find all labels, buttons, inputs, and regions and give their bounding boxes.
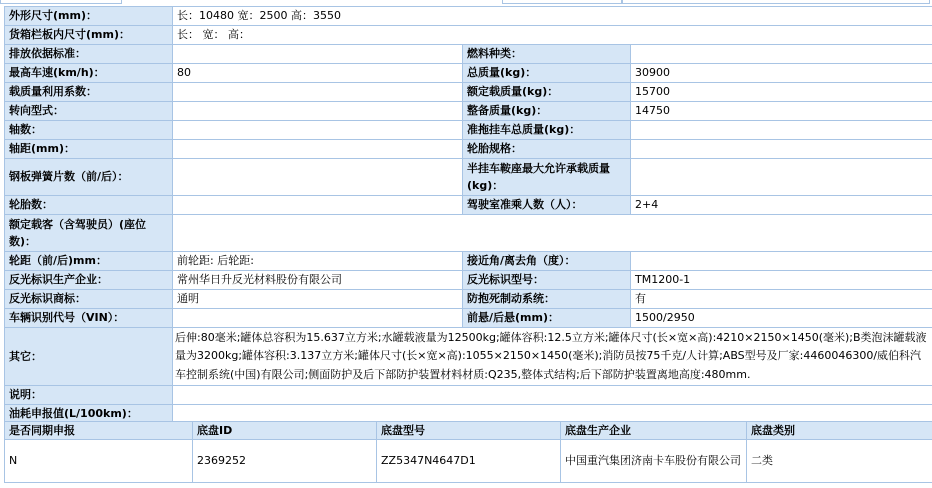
rated-passengers-value <box>173 215 932 252</box>
curb-mass-value: 14750 <box>631 102 932 121</box>
fuel-label: 燃料种类： <box>463 45 631 64</box>
leaf-springs-value <box>173 159 463 196</box>
dims-label: 外形尺寸(mm)： <box>5 7 173 26</box>
top-strip <box>0 0 932 4</box>
table-row <box>5 121 932 140</box>
remark-label: 说明： <box>5 386 173 405</box>
wheelbase-value <box>173 140 463 159</box>
max-speed-label: 最高车速(km/h)： <box>5 64 173 83</box>
rated-passengers-label: 额定载客（含驾驶员）(座位数)： <box>5 215 173 252</box>
load-util-label: 载质量利用系数： <box>5 83 173 102</box>
chassis-header: 底盘ID <box>193 422 377 440</box>
table-header-row <box>5 422 932 440</box>
table-row <box>5 26 932 45</box>
reflector-brand-value: 通明 <box>173 290 463 309</box>
approach-angle-label: 接近角/离去角（度）： <box>463 252 631 271</box>
axles-value <box>173 121 463 140</box>
other-label: 其它： <box>5 328 173 386</box>
tire-spec-value <box>631 140 932 159</box>
track-value: 前轮距: 后轮距: <box>173 252 463 271</box>
load-util-value <box>173 83 463 102</box>
saddle-load-label: 半挂车鞍座最大允许承载质量(kg)： <box>463 159 631 196</box>
trailer-mass-label: 准拖挂车总质量(kg)： <box>463 121 631 140</box>
vin-value <box>173 309 463 328</box>
emission-label: 排放依据标准： <box>5 45 173 64</box>
table-row <box>5 328 932 386</box>
table-row <box>5 290 932 309</box>
table-row <box>5 140 932 159</box>
fuel-value <box>631 45 932 64</box>
reflector-model-label: 反光标识型号： <box>463 271 631 290</box>
chassis-cell: 2369252 <box>193 440 377 483</box>
tab-edge <box>0 0 122 4</box>
table-row <box>5 83 932 102</box>
table-row <box>5 102 932 121</box>
steering-label: 转向型式： <box>5 102 173 121</box>
chassis-cell: 二类 <box>747 440 932 483</box>
tab-edge <box>622 0 930 4</box>
overhang-value: 1500/2950 <box>631 309 932 328</box>
reflector-brand-label: 反光标识商标： <box>5 290 173 309</box>
axles-label: 轴数： <box>5 121 173 140</box>
abs-value: 有 <box>631 290 932 309</box>
saddle-load-value <box>631 159 932 196</box>
chassis-header: 底盘类别 <box>747 422 932 440</box>
emission-value <box>173 45 463 64</box>
table-row <box>5 64 932 83</box>
tire-spec-label: 轮胎规格： <box>463 140 631 159</box>
table-row <box>5 45 932 64</box>
trailer-mass-value <box>631 121 932 140</box>
cargo-dims-value: 长： 宽： 高： <box>173 26 932 45</box>
chassis-table <box>4 421 932 483</box>
table-row <box>5 386 932 405</box>
chassis-header: 是否同期申报 <box>5 422 193 440</box>
gross-mass-label: 总质量(kg)： <box>463 64 631 83</box>
tires-label: 轮胎数： <box>5 196 173 215</box>
table-row <box>5 196 932 215</box>
table-row <box>5 440 932 483</box>
chassis-cell: 中国重汽集团济南卡车股份有限公司 <box>561 440 747 483</box>
table-row <box>5 215 932 252</box>
other-value: 后伸:80毫米;罐体总容积为15.637立方米;水罐载液量为12500kg;罐体容积:12.5立方米;罐体尺寸(长×宽×高):4210×2150×1450(毫米);B类泡沫罐载液量为3200kg;罐体容积:3.137立方米;罐体尺寸(长×宽×高):1055×2150×1450(毫米);消防员按75千克/人计算;ABS型号及厂家:4460046300/威伯科汽车控制系统(中国)有限公司;侧面防护及后下部防护装置材料材质:Q235,整体式结构;后下部防护装置离地高度:480mm. <box>173 328 932 386</box>
wheelbase-label: 轴距(mm)： <box>5 140 173 159</box>
cab-capacity-value: 2+4 <box>631 196 932 215</box>
vin-label: 车辆识别代号（VIN）： <box>5 309 173 328</box>
chassis-cell: N <box>5 440 193 483</box>
table-row <box>5 271 932 290</box>
table-row <box>5 7 932 26</box>
approach-angle-value <box>631 252 932 271</box>
table-row <box>5 159 932 196</box>
abs-label: 防抱死制动系统： <box>463 290 631 309</box>
tires-value <box>173 196 463 215</box>
chassis-cell: ZZ5347N4647D1 <box>377 440 561 483</box>
vehicle-params-table <box>4 6 932 424</box>
gross-mass-value: 30900 <box>631 64 932 83</box>
fuel-report-label: 油耗申报值(L/100km)： <box>5 405 173 424</box>
track-label: 轮距（前/后)mm： <box>5 252 173 271</box>
chassis-header: 底盘生产企业 <box>561 422 747 440</box>
tab-edge <box>502 0 622 4</box>
reflector-model-value: TM1200-1 <box>631 271 932 290</box>
table-row <box>5 252 932 271</box>
overhang-label: 前悬/后悬(mm)： <box>463 309 631 328</box>
table-row <box>5 309 932 328</box>
steering-value <box>173 102 463 121</box>
chassis-header: 底盘型号 <box>377 422 561 440</box>
cargo-dims-label: 货箱栏板内尺寸(mm)： <box>5 26 173 45</box>
reflector-maker-value: 常州华日升反光材料股份有限公司 <box>173 271 463 290</box>
max-speed-value: 80 <box>173 64 463 83</box>
reflector-maker-label: 反光标识生产企业： <box>5 271 173 290</box>
leaf-springs-label: 钢板弹簧片数（前/后）： <box>5 159 173 196</box>
cab-capacity-label: 驾驶室准乘人数（人）： <box>463 196 631 215</box>
rated-load-value: 15700 <box>631 83 932 102</box>
curb-mass-label: 整备质量(kg)： <box>463 102 631 121</box>
remark-value <box>173 386 932 405</box>
rated-load-label: 额定载质量(kg)： <box>463 83 631 102</box>
dims-value: 长：10480 宽：2500 高：3550 <box>173 7 932 26</box>
